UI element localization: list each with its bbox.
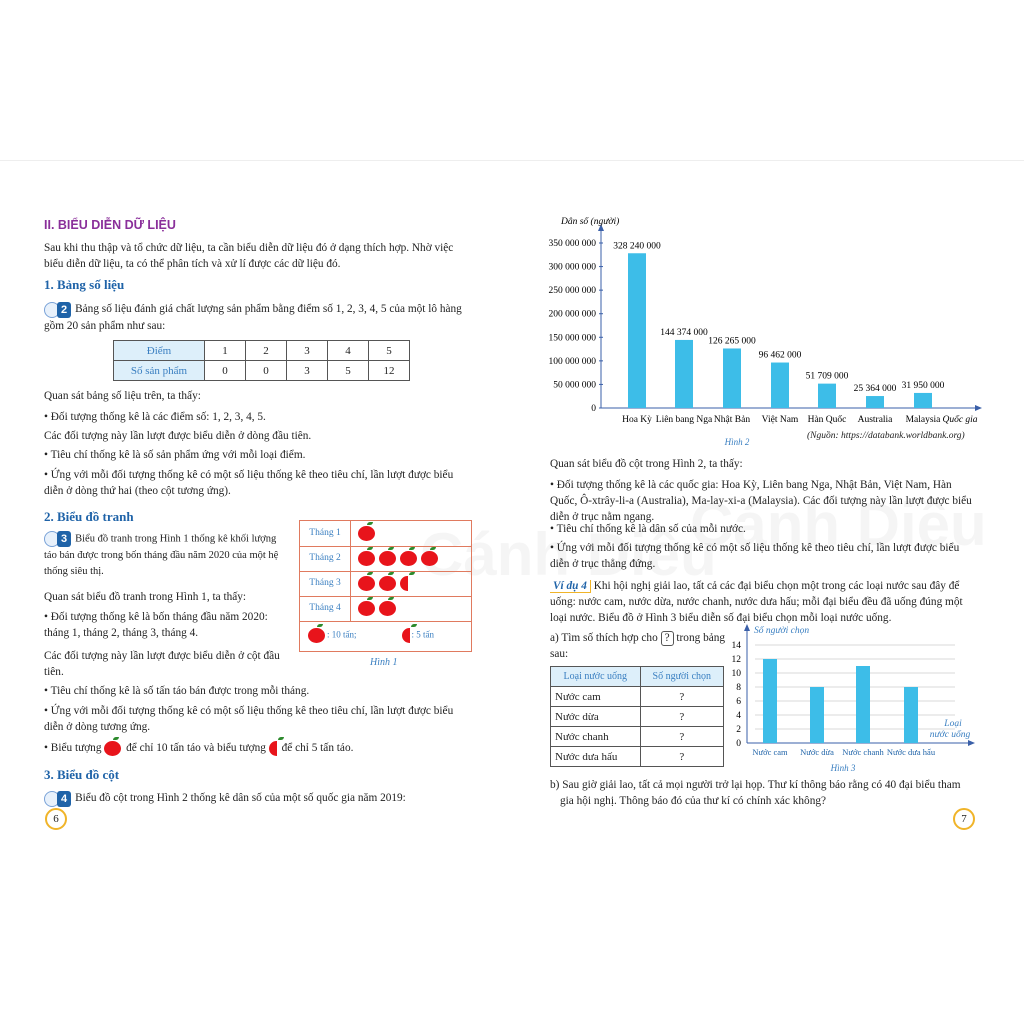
data-label: 144 374 000 bbox=[660, 327, 708, 338]
table-row: Số sản phẩm 0 0 3 5 12 bbox=[114, 361, 410, 381]
table-row: Nước cam ? bbox=[551, 687, 724, 707]
month-label: Tháng 1 bbox=[300, 521, 351, 546]
y-tick-label: 0 bbox=[591, 404, 596, 414]
example-4: Ví dụ 4 Khi hội nghị giải lao, tất cả các đại biểu chọn một trong các loại nước sau đây để uống: nước cam, nước dừa, nước chanh, nước dưa hấu; mỗi đại biểu đều đã uống đúng một loại nước. Biểu đồ ở Hình 3 biểu diễn số đại biểu chọn mỗi loại nước uống. bbox=[550, 580, 963, 624]
bar bbox=[628, 253, 646, 408]
bar bbox=[904, 687, 918, 743]
apple-icon bbox=[400, 551, 417, 566]
apple-icon bbox=[358, 526, 375, 541]
y-tick-label: 8 bbox=[736, 683, 741, 693]
y-tick-label: 250 000 000 bbox=[548, 286, 596, 297]
question-b: b) Sau giờ giải lao, tất cả mọi người trở lại họp. Thư kí thông báo rằng có 40 đại biểu tham gia hội nghị. Thông báo đó của thư kí có chính xác không? bbox=[550, 779, 961, 807]
x-axis-title: nước uống bbox=[929, 730, 971, 740]
pictograph-row bbox=[300, 521, 471, 547]
y-tick-label: 14 bbox=[731, 641, 741, 651]
observation: Quan sát biểu đồ cột trong Hình 2, ta thấy: bbox=[550, 458, 743, 470]
figure-caption: Hình 1 bbox=[370, 657, 398, 668]
activity-4: 4 Biểu đồ cột trong Hình 2 thống kê dân số của một số quốc gia năm 2019: bbox=[44, 790, 406, 807]
table-row: Điểm 1 2 3 4 5 bbox=[114, 341, 410, 361]
x-axis-arrow bbox=[968, 740, 975, 746]
month-label: Tháng 2 bbox=[300, 546, 351, 571]
x-tick-label: Nhật Bản bbox=[713, 415, 751, 425]
intro-text: Sau khi thu thập và tổ chức dữ liệu, ta cần biểu diễn dữ liệu đó ở dạng thích hợp. Nhờ việc biểu diễn dữ liệu, ta có thể phân tích và xử lí được các dữ liệu đó. bbox=[44, 242, 454, 270]
pictograph-row bbox=[300, 596, 471, 622]
y-tick-label: 4 bbox=[736, 711, 741, 721]
bullet: • Tiêu chí thống kê là số sản phẩm ứng với mỗi loại điểm. bbox=[44, 449, 306, 461]
text: Các đối tượng này lần lượt được biểu diễn ở cột đầu tiên. bbox=[44, 650, 280, 678]
y-tick-label: 50 000 000 bbox=[553, 380, 596, 391]
x-axis-arrow bbox=[975, 405, 982, 411]
data-label: 51 709 000 bbox=[805, 371, 849, 382]
y-tick-label: 300 000 000 bbox=[548, 262, 596, 273]
y-tick-label: 12 bbox=[731, 655, 741, 665]
bar bbox=[723, 348, 741, 408]
pictograph-legend bbox=[308, 628, 434, 643]
half-apple-icon bbox=[402, 628, 410, 643]
data-label: 31 950 000 bbox=[901, 380, 945, 391]
y-tick-label: 150 000 000 bbox=[548, 333, 596, 344]
x-tick-label: Hoa Kỳ bbox=[622, 415, 652, 425]
source-note: (Nguồn: https://databank.worldbank.org) bbox=[807, 431, 965, 441]
bullet: • Đối tượng thống kê là các điểm số: 1, 2, 3, 4, 5. bbox=[44, 411, 266, 423]
month-label: Tháng 4 bbox=[300, 596, 351, 621]
page-number: 6 bbox=[45, 808, 67, 830]
y-tick-label: 6 bbox=[736, 697, 741, 707]
apple-icon bbox=[379, 576, 396, 591]
x-tick-label: Nước cam bbox=[752, 747, 788, 757]
activity-badge: 3 bbox=[44, 531, 71, 547]
apple-icon bbox=[358, 601, 375, 616]
page-top-divider bbox=[0, 160, 1024, 161]
heading-bar-chart: 3. Biểu đồ cột bbox=[44, 767, 120, 782]
x-tick-label: Liên bang Nga bbox=[655, 415, 713, 425]
score-table bbox=[113, 340, 410, 381]
table-row: Nước dưa hấu ? bbox=[551, 747, 724, 767]
observation: Quan sát biểu đồ tranh trong Hình 1, ta thấy: bbox=[44, 591, 247, 603]
data-label: 126 265 000 bbox=[708, 336, 756, 347]
data-label: 328 240 000 bbox=[613, 241, 661, 252]
pictograph-row bbox=[300, 546, 471, 572]
bar bbox=[771, 363, 789, 408]
drink-bar-chart bbox=[728, 620, 978, 778]
month-label: Tháng 3 bbox=[300, 571, 351, 596]
section-title: II. BIỂU DIỄN DỮ LIỆU bbox=[44, 218, 176, 232]
bar bbox=[810, 687, 824, 743]
half-apple-icon bbox=[269, 741, 277, 756]
activity-3: 3 Biểu đồ tranh trong Hình 1 thống kê khối lượng táo bán được trong bốn tháng đầu năm 2020 của một hệ thống siêu thị. bbox=[44, 533, 279, 577]
y-tick-label: 200 000 000 bbox=[548, 309, 596, 320]
data-label: 25 364 000 bbox=[853, 384, 897, 395]
drink-table bbox=[550, 666, 724, 767]
x-tick-label: Nước dưa hấu bbox=[886, 747, 936, 757]
x-axis-title: Quốc gia bbox=[942, 415, 978, 425]
heading-data-table: 1. Bảng số liệu bbox=[44, 277, 125, 292]
activity-badge: 4 bbox=[44, 790, 71, 806]
legend-full: : 10 tấn; bbox=[327, 629, 357, 640]
bullet: • Ứng với mỗi đối tượng thống kê có một số liệu thống kê theo tiêu chí, lần lượt được biểu diễn ở trục thẳng đứng. bbox=[550, 542, 960, 570]
activity-badge: 2 bbox=[44, 301, 71, 317]
observation: Quan sát bảng số liệu trên, ta thấy: bbox=[44, 390, 201, 402]
bar bbox=[914, 393, 932, 408]
population-bar-chart bbox=[530, 210, 990, 450]
heading-pictograph: 2. Biểu đồ tranh bbox=[44, 509, 134, 524]
x-tick-label: Nước dừa bbox=[800, 747, 834, 757]
bar bbox=[856, 666, 870, 743]
table-row: Nước dừa ? bbox=[551, 707, 724, 727]
data-label: 96 462 000 bbox=[758, 350, 802, 361]
x-axis-title: Loại bbox=[944, 719, 962, 729]
pictograph-row bbox=[300, 571, 471, 597]
legend-half: : 5 tấn bbox=[411, 629, 434, 640]
bar bbox=[675, 340, 693, 408]
y-tick-label: 2 bbox=[736, 725, 741, 735]
y-tick-label: 350 000 000 bbox=[548, 239, 596, 249]
bullet: • Đối tượng thống kê là bốn tháng đầu năm 2020: tháng 1, tháng 2, tháng 3, tháng 4. bbox=[44, 611, 268, 639]
page-number: 7 bbox=[953, 808, 975, 830]
y-axis-title: Dân số (người) bbox=[561, 217, 620, 227]
bullet: • Tiêu chí thống kê là dân số của mỗi nước. bbox=[550, 523, 746, 535]
apple-icon bbox=[421, 551, 438, 566]
activity-2: 2 Bảng số liệu đánh giá chất lượng sản phẩm bằng điểm số 1, 2, 3, 4, 5 của một lô hàng gồm 20 sản phẩm như sau: bbox=[44, 303, 462, 332]
y-tick-label: 100 000 000 bbox=[548, 356, 596, 367]
pictograph-chart bbox=[299, 520, 472, 652]
x-tick-label: Hàn Quốc bbox=[807, 415, 847, 425]
y-tick-label: 0 bbox=[736, 739, 741, 749]
bullet: • Đối tượng thống kê là các quốc gia: Hoa Kỳ, Liên bang Nga, Nhật Bản, Việt Nam, Hàn Quốc, Ô-xtrây-li-a (Australia), Ma-lay-xi-a (Malaysia). Các đối tượng này lần lượt được biểu diễn ở trục nằm ngang. bbox=[550, 479, 972, 523]
apple-icon bbox=[358, 551, 375, 566]
bar bbox=[818, 384, 836, 408]
x-tick-label: Australia bbox=[857, 415, 893, 425]
y-axis-title: Số người chọn bbox=[754, 626, 810, 636]
apple-icon bbox=[379, 601, 396, 616]
x-tick-label: Việt Nam bbox=[761, 415, 799, 425]
y-axis-arrow bbox=[744, 624, 750, 631]
apple-icon bbox=[308, 628, 325, 643]
x-tick-label: Nước chanh bbox=[842, 747, 884, 757]
x-tick-label: Malaysia bbox=[905, 415, 941, 425]
bullet-legend: • Biểu tượng để chỉ 10 tấn táo và biểu tượng để chỉ 5 tấn táo. bbox=[44, 742, 354, 754]
apple-icon bbox=[104, 741, 121, 756]
y-tick-label: 10 bbox=[731, 669, 741, 679]
question-a: a) Tìm số thích hợp cho ? trong bảng sau: bbox=[550, 632, 726, 660]
apple-icon bbox=[379, 551, 396, 566]
bar bbox=[763, 659, 777, 743]
bullet: • Ứng với mỗi đối tượng thống kê có một số liệu thống kê theo tiêu chí, lần lượt được biểu diễn ở dòng thứ hai (theo cột tương ứng). bbox=[44, 469, 454, 497]
half-apple-icon bbox=[400, 576, 408, 591]
apple-icon bbox=[358, 576, 375, 591]
table-header: Loại nước uống Số người chọn bbox=[551, 667, 724, 687]
bullet: • Ứng với mỗi đối tượng thống kê có một số liệu thống kê theo tiêu chí, lần lượt được biểu diễn ở dòng tương ứng. bbox=[44, 705, 454, 733]
table-row: Nước chanh ? bbox=[551, 727, 724, 747]
bullet: • Tiêu chí thống kê là số tấn táo bán được trong mỗi tháng. bbox=[44, 685, 310, 697]
text: Các đối tượng này lần lượt được biểu diễn ở dòng đầu tiên. bbox=[44, 430, 312, 442]
figure-caption: Hình 3 bbox=[830, 763, 856, 773]
figure-caption: Hình 2 bbox=[724, 437, 750, 447]
bar bbox=[866, 396, 884, 408]
